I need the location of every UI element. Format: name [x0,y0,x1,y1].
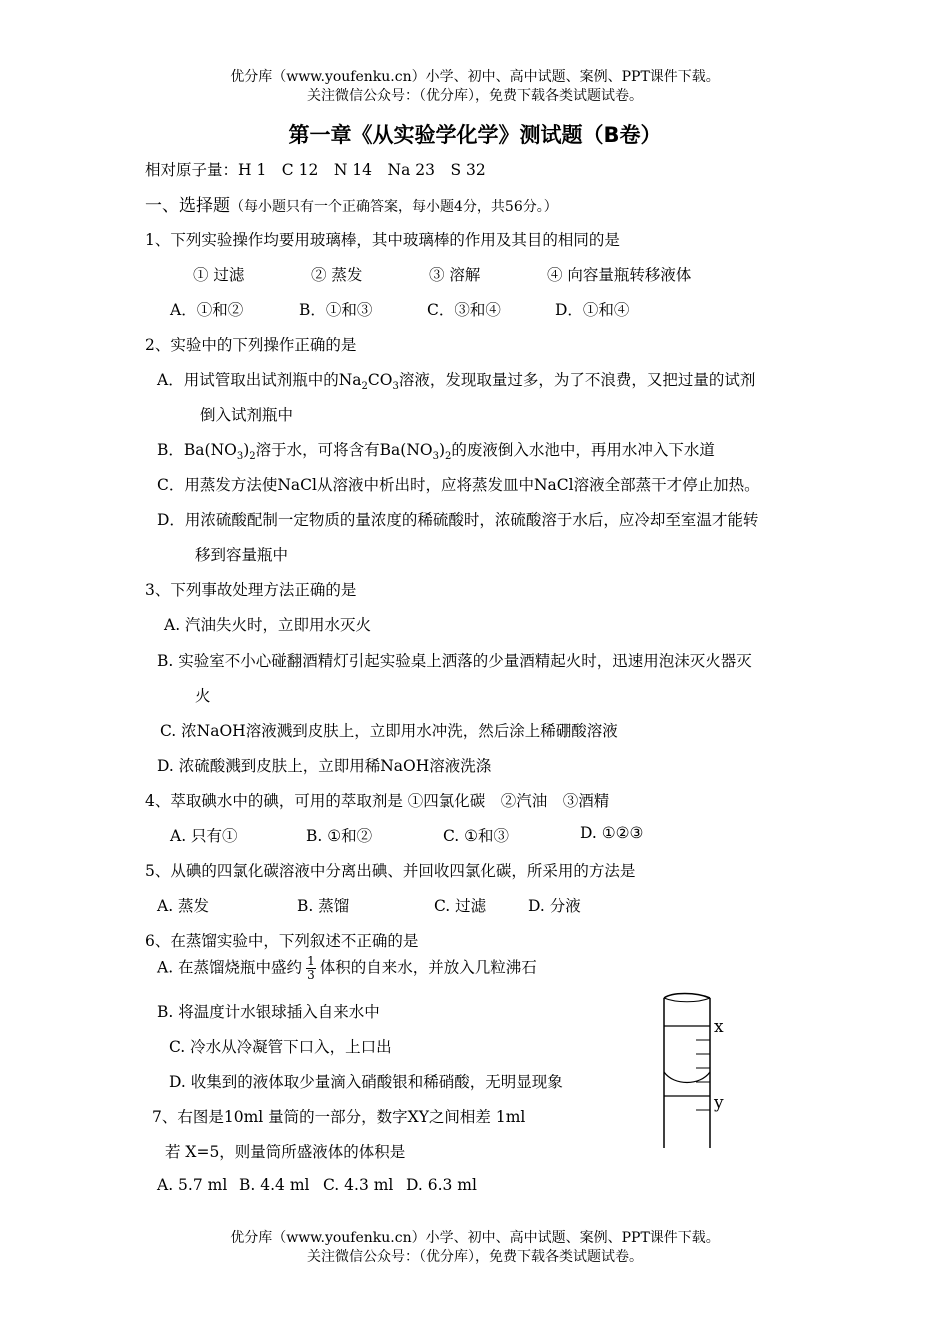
q2-a-text-3: 溶液，发现取量过多，为了不浪费，又把过量的试剂 [398,371,756,389]
q7-stem-cont: 若 X=5，则量筒所盛液体的体积是 [165,1143,406,1161]
q6-a-text-1: A. 在蒸馏烧瓶中盛约 [157,958,303,977]
q6-option-d: D. 收集到的液体取少量滴入硝酸银和稀硝酸，无明显现象 [169,1073,563,1091]
q6-option-a [157,955,537,982]
one-third-fraction [306,955,316,982]
q7-stem: 7、右图是10ml 量筒的一部分，数字XY之间相差 1ml [152,1108,526,1126]
q4-option-a: A. 只有① [170,827,238,845]
q1-stem: 1、下列实验操作均要用玻璃棒，其中玻璃棒的作用及其目的相同的是 [145,231,620,249]
q4-stem: 4、萃取碘水中的碘，可用的萃取剂是 ①四氯化碳 ②汽油 ③酒精 [145,792,610,810]
liquid-meniscus [664,1072,710,1083]
q3-option-c: C. 浓NaOH溶液溅到皮肤上，立即用水冲洗，然后涂上稀硼酸溶液 [160,722,618,740]
q2-a-text-1: A．用试管取出试剂瓶中的Na [157,371,362,389]
q3-stem: 3、下列事故处理方法正确的是 [145,581,357,599]
q2-b-text-2: ) [243,441,250,459]
q2-b-text-5: 的废液倒入水池中，再用水冲入下水道 [451,441,715,459]
q1-option-b: B．①和③ [299,301,373,319]
q5-option-c: C. 过滤 [434,897,487,915]
q1-option-a: A．①和② [170,301,244,319]
footer-line-1: 优分库（www.youfenku.cn）小学、初中、高中试题、案例、PPT课件下载。 [230,1230,720,1246]
q1-item-3: ③ 溶解 [429,266,481,284]
q4-option-b: B. ①和② [306,827,373,845]
q2-b-text-3: 溶于水，可将含有Ba(NO [255,441,433,459]
q2-option-a [157,368,755,392]
q2-a-sub-2: 3 [392,381,399,393]
q6-option-b: B. 将温度计水银球插入自来水中 [157,1003,380,1021]
q2-option-b [157,438,715,462]
q7-option-b: B. 4.4 ml [239,1176,310,1194]
q6-option-c: C. 冷水从冷凝管下口入，上口出 [169,1038,392,1056]
q3-option-d: D. 浓硫酸溅到皮肤上，立即用稀NaOH溶液洗涤 [157,757,492,775]
q6-a-text-2: 体积的自来水，并放入几粒沸石 [319,958,537,977]
section-heading [145,191,558,216]
q3-option-b-cont: 火 [195,687,211,705]
q2-option-d: D．用浓硫酸配制一定物质的量浓度的稀硫酸时，浓硫酸溶于水后，应冷却至室温才能转 [157,511,759,529]
cylinder-rim [664,994,710,999]
q4-option-d: D. ①②③ [580,824,644,842]
atomic-masses: 相对原子量：H 1 C 12 N 14 Na 23 S 32 [145,161,486,179]
q6-stem: 6、在蒸馏实验中，下列叙述不正确的是 [145,932,419,950]
q1-item-2: ② 蒸发 [311,266,363,284]
cylinder-rim-front [664,998,710,1002]
label-y: y [714,1093,724,1113]
fraction-denominator: 3 [307,968,315,982]
q5-stem: 5、从碘的四氯化碳溶液中分离出碘、并回收四氯化碳，所采用的方法是 [145,862,636,880]
label-x: x [714,1017,724,1037]
q1-item-4: ④ 向容量瓶转移液体 [547,266,692,284]
q2-option-c: C．用蒸发方法使NaCl从溶液中析出时，应将蒸发皿中NaCl溶液全部蒸干才停止加热。 [157,476,760,494]
q7-option-c: C. 4.3 ml [323,1176,394,1194]
q2-a-text-2: CO [367,371,393,389]
q1-option-c: C．③和④ [427,301,501,319]
q2-a-sub-1: 2 [361,381,368,393]
graduated-cylinder-figure [652,988,732,1158]
page-title: 第一章《从实验学化学》测试题（B卷） [288,123,662,147]
q7-option-a: A. 5.7 ml [157,1176,228,1194]
q2-b-text-4: ) [438,441,446,459]
header-line-1: 优分库（www.youfenku.cn）小学、初中、高中试题、案例、PPT课件下载。 [230,69,720,85]
q2-b-sub-3: 3 [432,451,439,463]
q2-option-d-cont: 移到容量瓶中 [195,546,289,564]
section-title: 一、选择题 [145,196,230,216]
footer-line-2: 关注微信公众号：（优分库），免费下载各类试题试卷。 [307,1249,643,1265]
q3-option-b: B. 实验室不小心碰翻酒精灯引起实验桌上洒落的少量酒精起火时，迅速用泡沫灭火器灭 [157,652,752,670]
q4-option-c: C. ①和③ [443,827,510,845]
q2-stem: 2、实验中的下列操作正确的是 [145,336,357,354]
q1-item-1: ① 过滤 [193,266,245,284]
q1-option-d: D．①和④ [555,301,630,319]
q7-option-d: D. 6.3 ml [406,1176,477,1194]
q2-option-a-cont: 倒入试剂瓶中 [200,406,294,424]
fraction-numerator: 1 [307,954,315,968]
q5-option-a: A. 蒸发 [157,897,210,915]
q2-b-text-1: B．Ba(NO [157,441,237,459]
q2-b-sub-4: 2 [445,451,452,463]
header-line-2: 关注微信公众号：（优分库），免费下载各类试题试卷。 [307,88,643,104]
q2-b-sub-2: 2 [249,451,256,463]
q2-b-sub-1: 3 [236,451,244,463]
q3-option-a: A. 汽油失火时，立即用水灭火 [164,616,372,634]
q5-option-d: D. 分液 [528,897,581,915]
q5-option-b: B. 蒸馏 [297,897,350,915]
section-note: （每小题只有一个正确答案，每小题4分，共56分。） [230,199,558,215]
